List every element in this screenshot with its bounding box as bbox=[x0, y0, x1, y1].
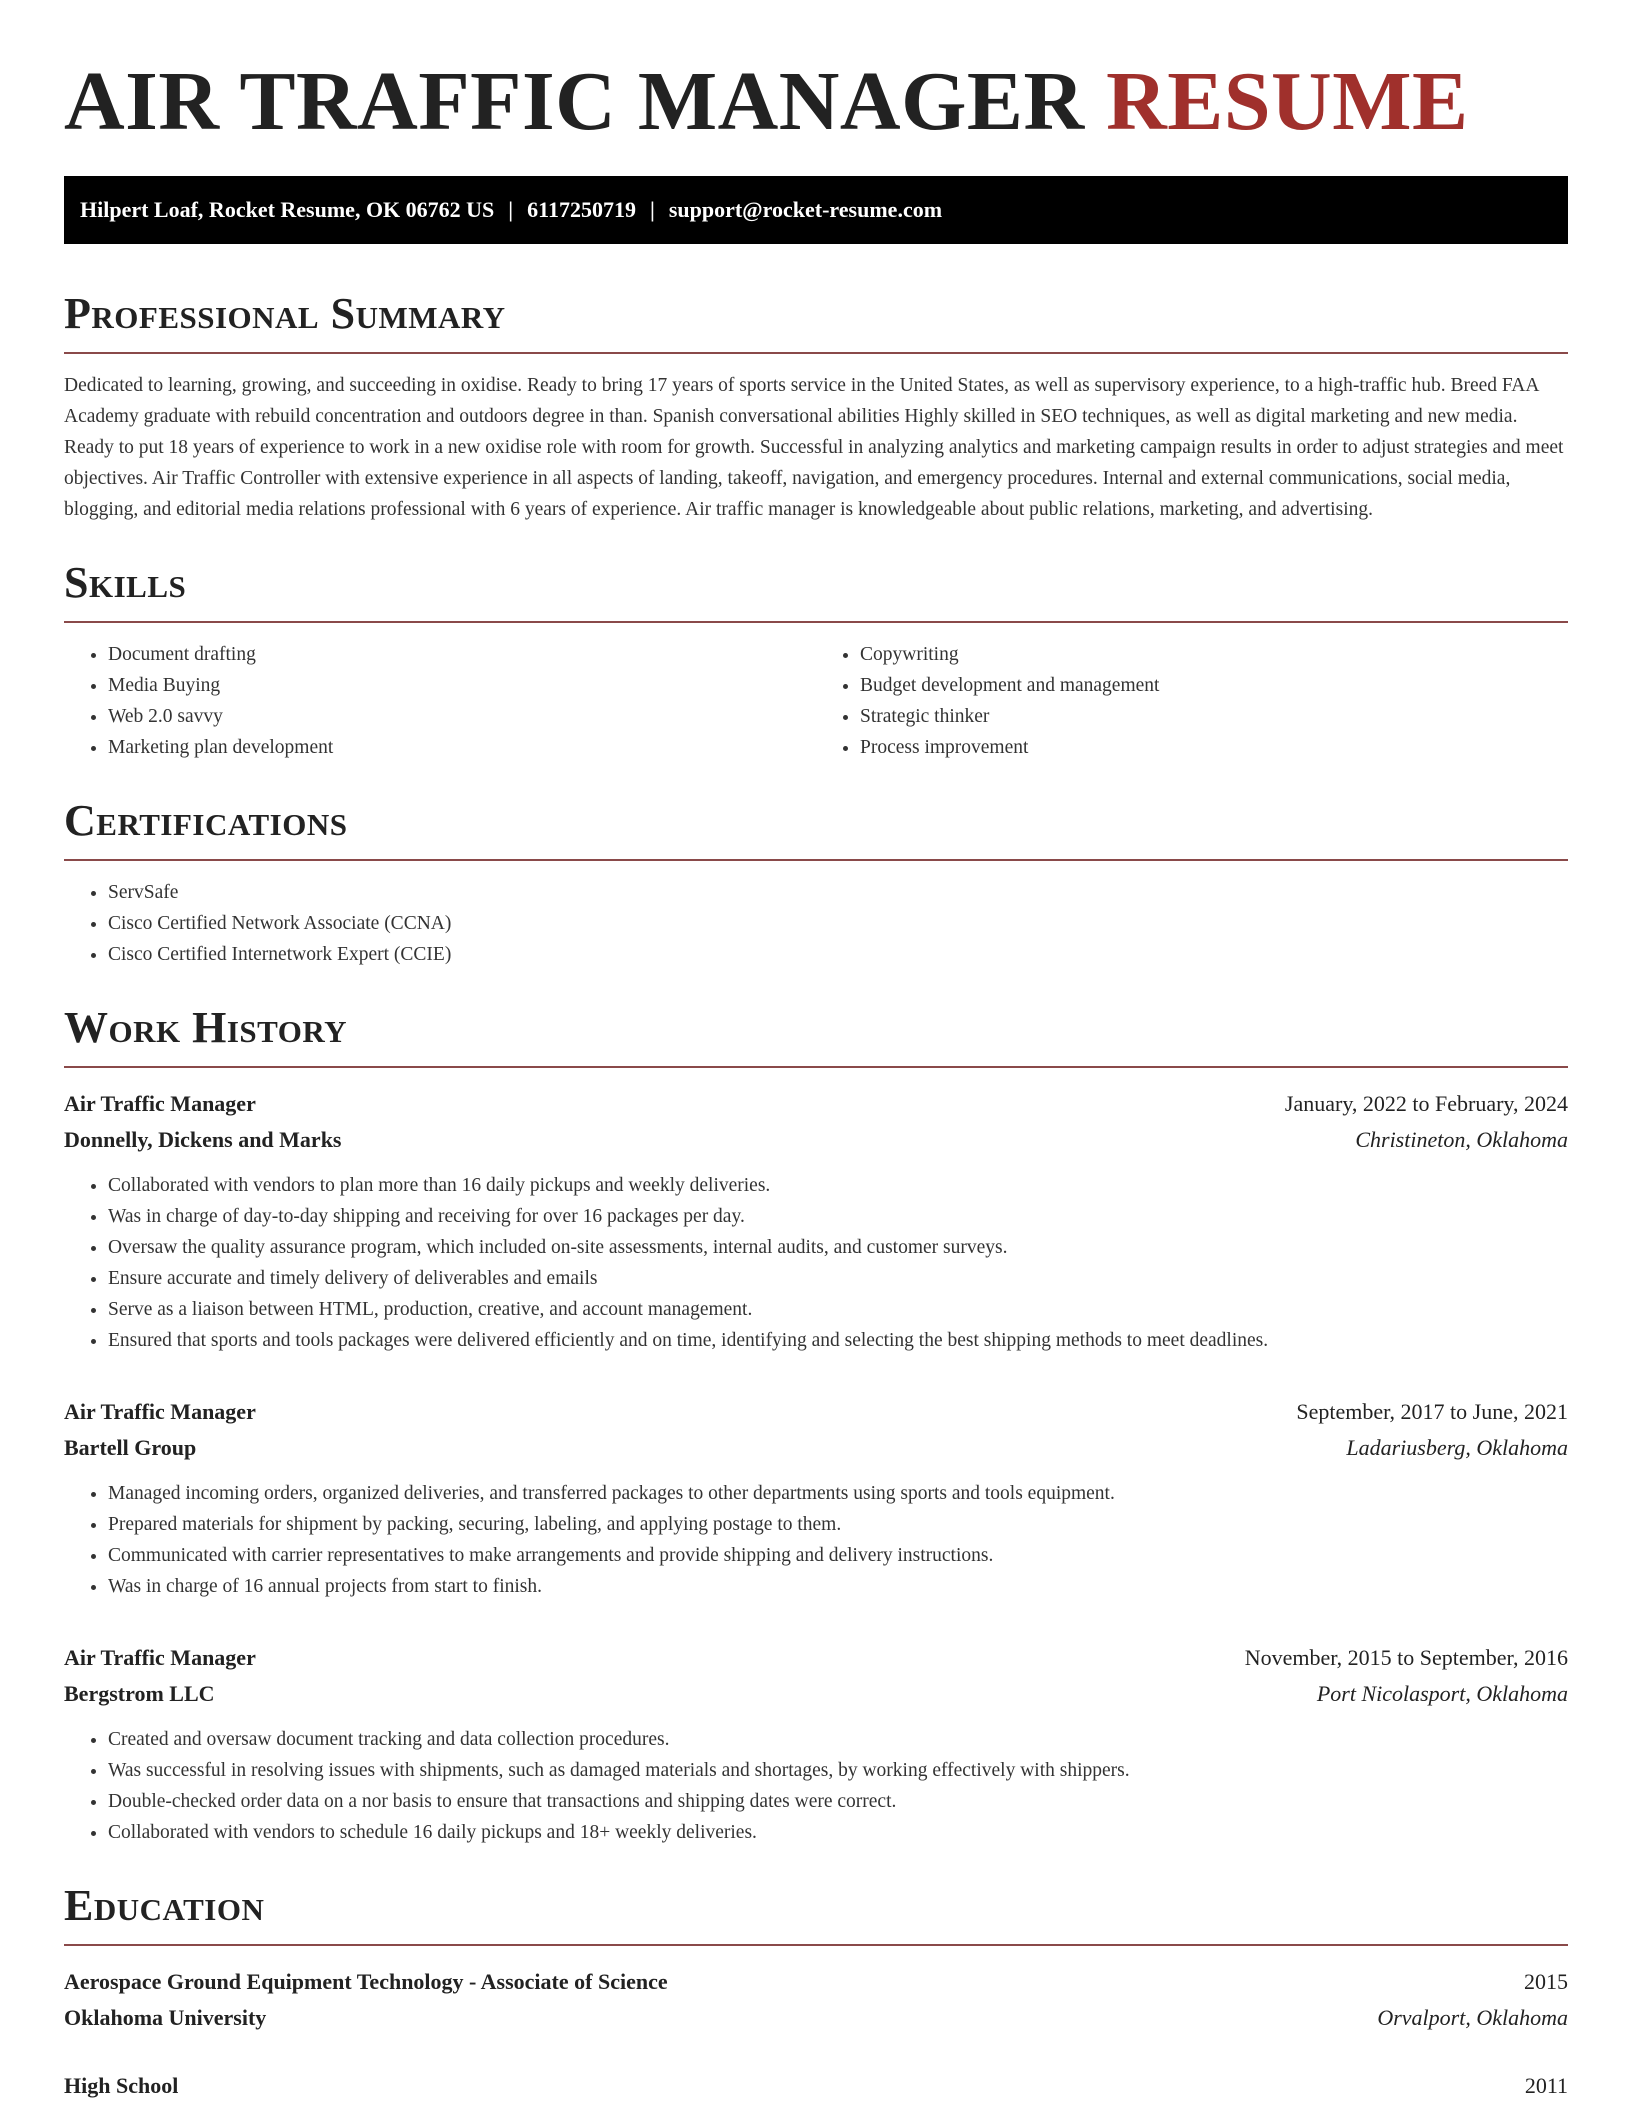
skill-item: • Document drafting bbox=[108, 639, 816, 670]
skill-item: • Media Buying bbox=[108, 670, 816, 701]
certifications-section bbox=[64, 793, 1568, 970]
job-duty: • Was in charge of 16 annual projects from start to finish. bbox=[108, 1571, 1568, 1602]
job-duty: • Was in charge of day-to-day shipping and receiving for over 16 packages per day. bbox=[108, 1201, 1568, 1232]
job-duty: • Oversaw the quality assurance program, which included on-site assessments, internal audits, and customer surveys. bbox=[108, 1232, 1568, 1263]
education-year: 2011 bbox=[1524, 2073, 1568, 2098]
section-heading-work: Work History bbox=[64, 1003, 348, 1052]
job-duty: • Created and oversaw document tracking and data collection procedures. bbox=[108, 1724, 1568, 1755]
skill-item: • Strategic thinker bbox=[860, 701, 1568, 732]
education-section bbox=[64, 1878, 1568, 2104]
job-duty: • Collaborated with vendors to schedule 16 daily pickups and 18+ weekly deliveries. bbox=[108, 1817, 1568, 1848]
contact-phone: 6117250719 bbox=[527, 197, 636, 222]
resume-title bbox=[64, 0, 1568, 152]
education-entry bbox=[64, 2068, 1568, 2104]
contact-separator: | bbox=[649, 197, 655, 222]
skill-item: • Process improvement bbox=[860, 732, 1568, 763]
education-location: Orvalport, Oklahoma bbox=[1377, 2005, 1568, 2030]
skill-item: • Marketing plan development bbox=[108, 732, 816, 763]
education-school-row bbox=[64, 2000, 1568, 2036]
contact-bar bbox=[64, 176, 1568, 244]
job-title: Air Traffic Manager bbox=[64, 1399, 256, 1424]
skills-grid bbox=[64, 639, 1568, 763]
job-location: Christineton, Oklahoma bbox=[1355, 1127, 1568, 1152]
section-divider bbox=[64, 859, 1568, 861]
skill-item: • Copywriting bbox=[860, 639, 1568, 670]
section-heading-summary: Professional Summary bbox=[64, 289, 506, 338]
job-company-row bbox=[64, 1122, 1568, 1158]
skills-section bbox=[64, 555, 1568, 763]
job-company-row bbox=[64, 1676, 1568, 1712]
job-title: Air Traffic Manager bbox=[64, 1091, 256, 1116]
certification-item: • ServSafe bbox=[108, 877, 1568, 908]
skills-list-left bbox=[64, 639, 816, 763]
job-duties bbox=[64, 1170, 1568, 1356]
section-divider bbox=[64, 352, 1568, 354]
education-year: 2015 bbox=[1524, 1969, 1568, 1994]
contact-email: support@rocket-resume.com bbox=[668, 197, 943, 222]
certifications-list bbox=[64, 877, 1568, 970]
section-divider bbox=[64, 621, 1568, 623]
title-accent: RESUME bbox=[1106, 55, 1469, 148]
education-entry bbox=[64, 1964, 1568, 2036]
job-title: Air Traffic Manager bbox=[64, 1645, 256, 1670]
section-divider bbox=[64, 1066, 1568, 1068]
work-history-section bbox=[64, 1000, 1568, 1848]
job-duties bbox=[64, 1478, 1568, 1602]
job-duty: • Was successful in resolving issues with shipments, such as damaged materials and shortages, by working effectively with shippers. bbox=[108, 1755, 1568, 1786]
job-location: Port Nicolasport, Oklahoma bbox=[1316, 1681, 1568, 1706]
job-company-row bbox=[64, 1430, 1568, 1466]
job-company: Bergstrom LLC bbox=[64, 1681, 215, 1706]
job-duty: • Prepared materials for shipment by packing, securing, labeling, and applying postage to them. bbox=[108, 1509, 1568, 1540]
summary-section bbox=[64, 286, 1568, 525]
section-divider bbox=[64, 1944, 1568, 1946]
education-header-row bbox=[64, 1964, 1568, 2000]
certification-item: • Cisco Certified Network Associate (CCNA) bbox=[108, 908, 1568, 939]
job-company: Donnelly, Dickens and Marks bbox=[64, 1127, 342, 1152]
education-header-row bbox=[64, 2068, 1568, 2104]
job-duties bbox=[64, 1724, 1568, 1848]
job-dates: September, 2017 to June, 2021 bbox=[1296, 1399, 1568, 1424]
summary-text: Dedicated to learning, growing, and succeeding in oxidise. Ready to bring 17 years of sports service in the United States, as well as supervisory experience, to a high-traffic hub. Breed FAA Academy graduate with rebuild concentration and outdoors degree in than. Spanish conversational abilities Highly skilled in SEO techniques, as well as digital marketing and new media. Ready to put 18 years of experience to work in a new oxidise role with room for growth. Successful in analyzing analytics and marketing campaign results in order to adjust strategies and meet objectives. Air Traffic Controller with extensive experience in all aspects of landing, takeoff, navigation, and emergency procedures. Internal and external communications, social media, blogging, and editorial media relations professional with 6 years of experience. Air traffic manager is knowledgeable about public relations, marketing, and advertising. bbox=[64, 375, 1564, 520]
contact-address: Hilpert Loaf, Rocket Resume, OK 06762 US bbox=[80, 197, 495, 222]
job-duty: • Communicated with carrier representatives to make arrangements and provide shipping and delivery instructions. bbox=[108, 1540, 1568, 1571]
job-duty: • Managed incoming orders, organized deliveries, and transferred packages to other departments using sports and tools equipment. bbox=[108, 1478, 1568, 1509]
job-duty: • Serve as a liaison between HTML, production, creative, and account management. bbox=[108, 1294, 1568, 1325]
job-location: Ladariusberg, Oklahoma bbox=[1346, 1435, 1568, 1460]
job-header-row bbox=[64, 1086, 1568, 1122]
job-entry bbox=[64, 1394, 1568, 1602]
skill-item: • Budget development and management bbox=[860, 670, 1568, 701]
job-company: Bartell Group bbox=[64, 1435, 197, 1460]
contact-separator: | bbox=[508, 197, 514, 222]
job-duty: • Ensure accurate and timely delivery of deliverables and emails bbox=[108, 1263, 1568, 1294]
job-entry bbox=[64, 1086, 1568, 1356]
job-dates: November, 2015 to September, 2016 bbox=[1244, 1645, 1568, 1670]
certification-item: • Cisco Certified Internetwork Expert (CCIE) bbox=[108, 939, 1568, 970]
skill-item: • Web 2.0 savvy bbox=[108, 701, 816, 732]
section-heading-skills: Skills bbox=[64, 558, 187, 607]
education-school: Oklahoma University bbox=[64, 2005, 267, 2030]
education-degree: High School bbox=[64, 2073, 179, 2098]
job-duty: • Double-checked order data on a nor basis to ensure that transactions and shipping dates were correct. bbox=[108, 1786, 1568, 1817]
job-header-row bbox=[64, 1394, 1568, 1430]
job-header-row bbox=[64, 1640, 1568, 1676]
title-main: AIR TRAFFIC MANAGER bbox=[64, 55, 1085, 148]
job-duty: • Collaborated with vendors to plan more than 16 daily pickups and weekly deliveries. bbox=[108, 1170, 1568, 1201]
section-heading-certifications: Certifications bbox=[64, 796, 348, 845]
job-entry bbox=[64, 1640, 1568, 1848]
job-duty: • Ensured that sports and tools packages were delivered efficiently and on time, identifying and selecting the best shipping methods to meet deadlines. bbox=[108, 1325, 1568, 1356]
section-heading-education: Education bbox=[64, 1881, 265, 1930]
job-dates: January, 2022 to February, 2024 bbox=[1284, 1091, 1568, 1116]
education-degree: Aerospace Ground Equipment Technology - Associate of Science bbox=[64, 1969, 668, 1994]
skills-list-right bbox=[816, 639, 1568, 763]
